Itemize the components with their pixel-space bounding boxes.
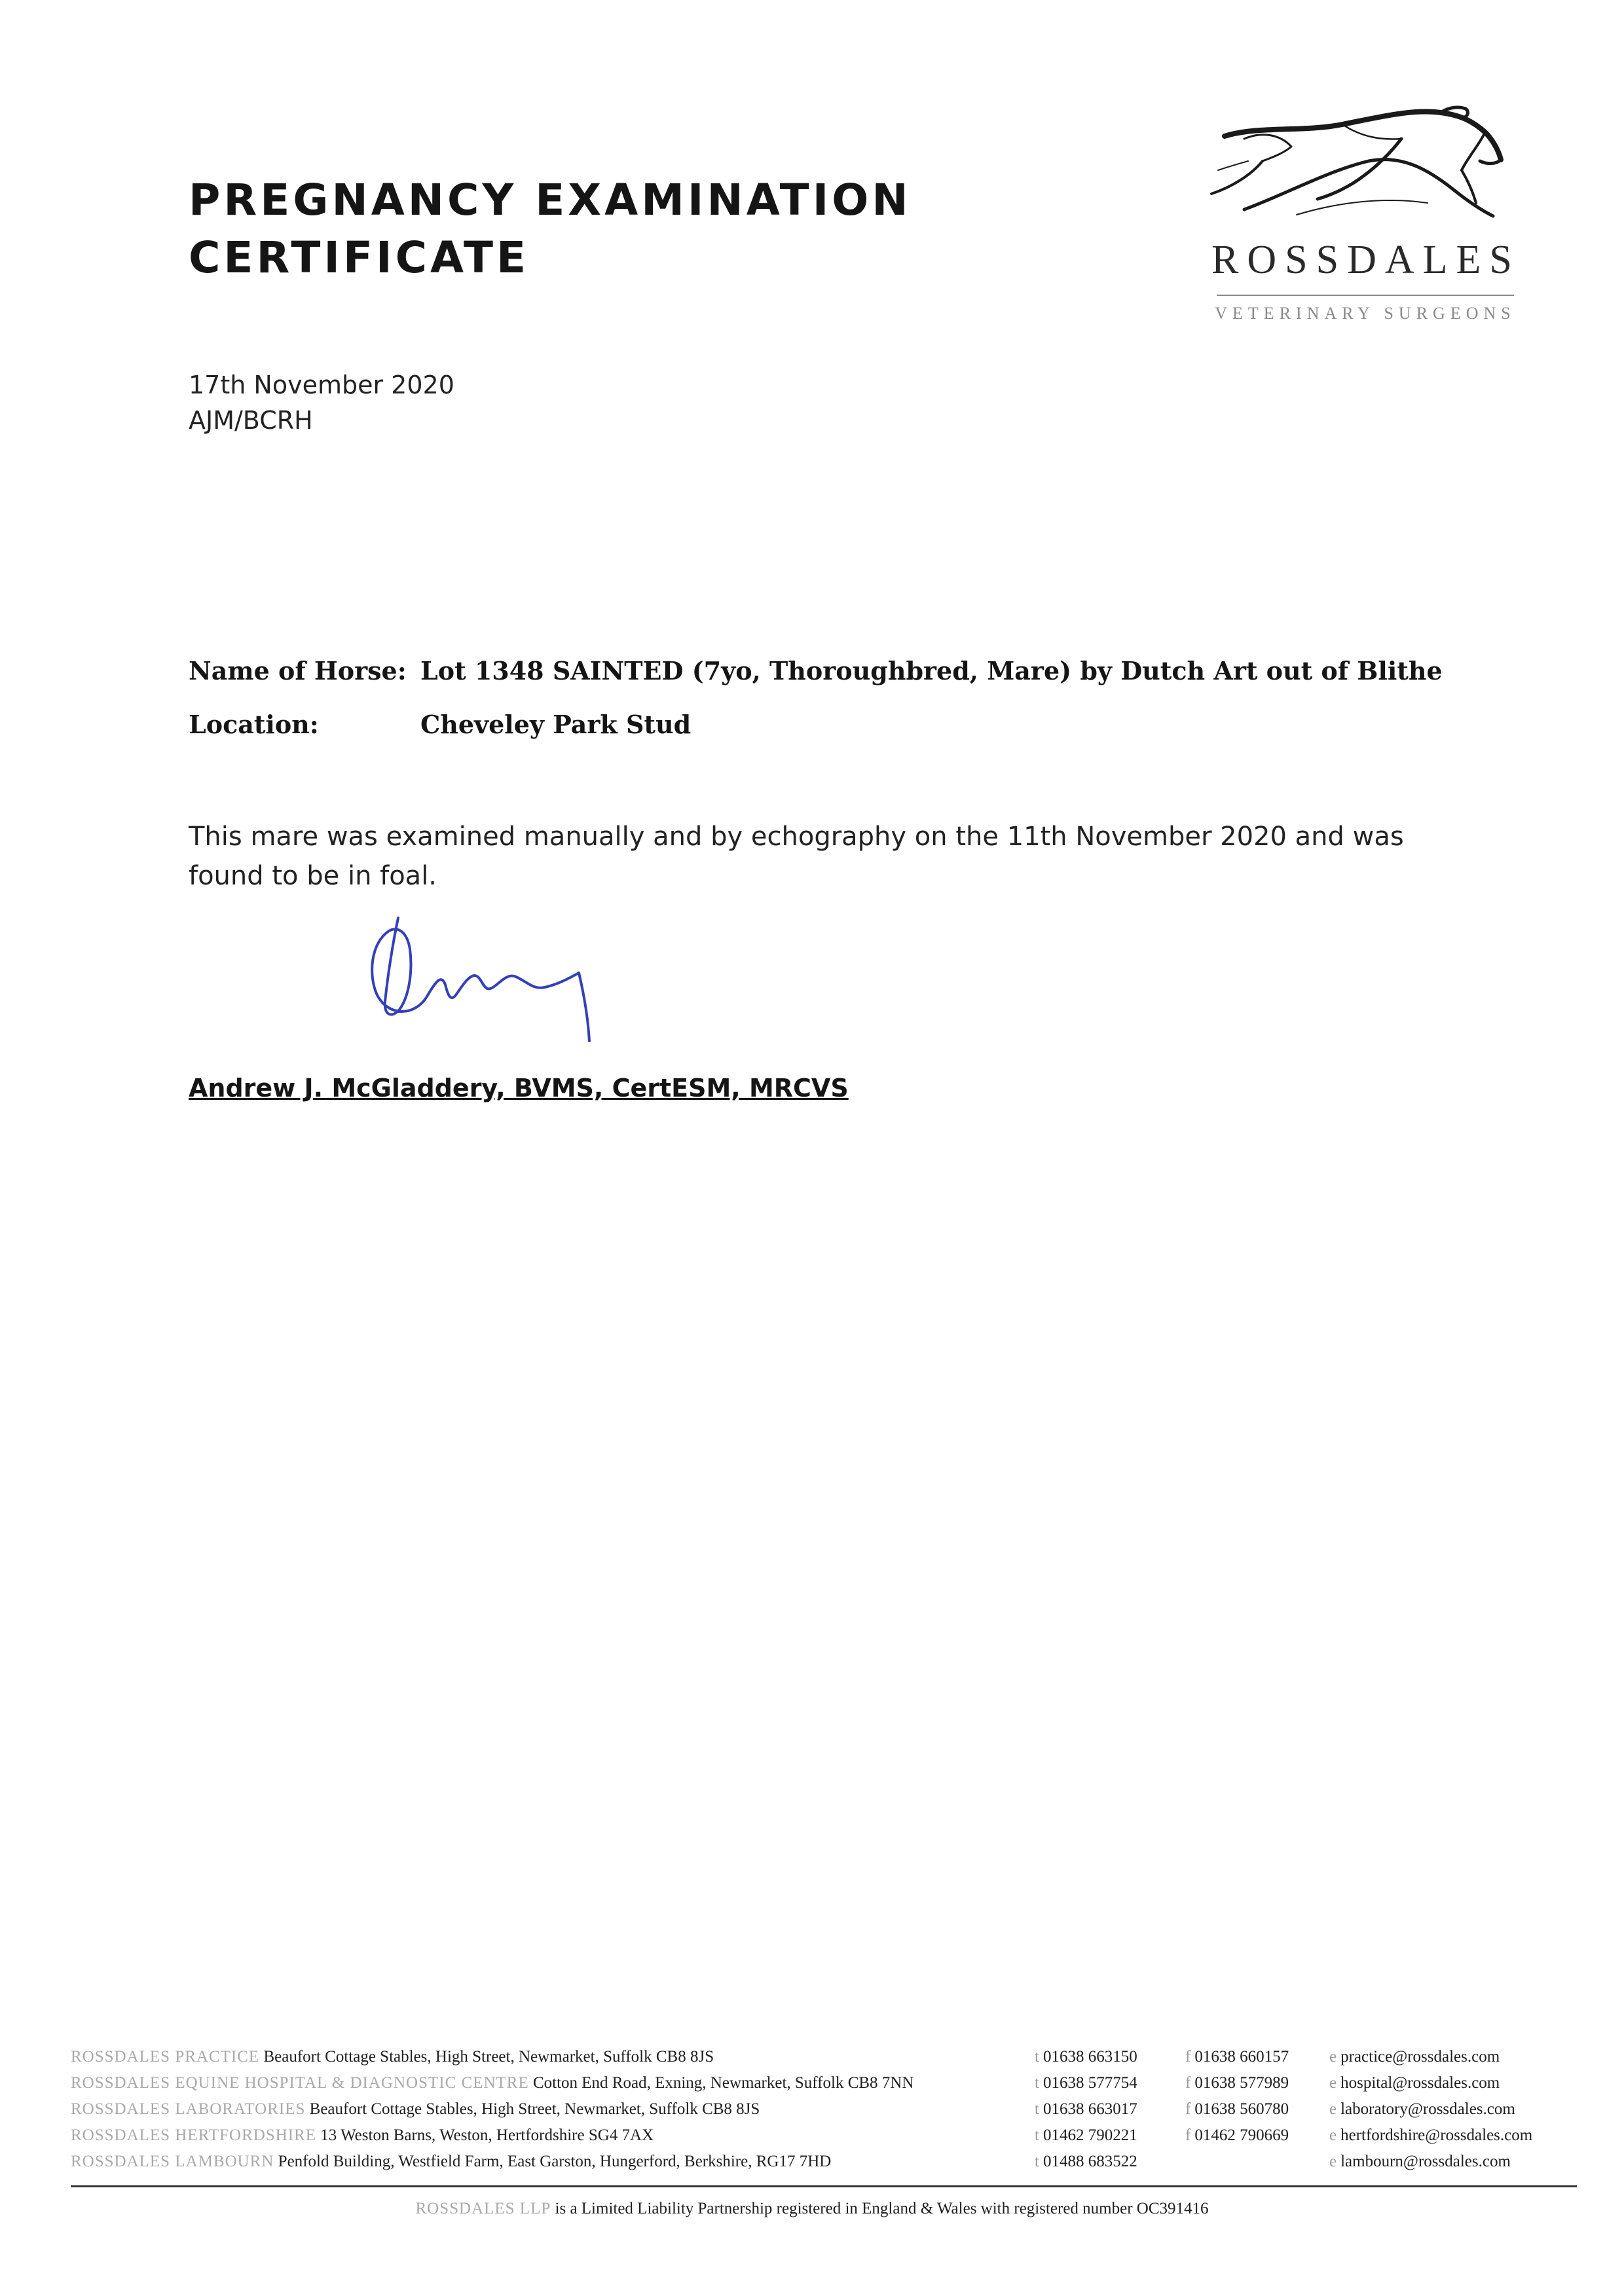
footer-address: Cotton End Road, Exning, Newmarket, Suffolk CB8 7NN <box>532 2074 914 2092</box>
footer-row <box>0 2074 1624 2100</box>
tel-prefix: t <box>1035 2048 1039 2066</box>
rossdales-logo <box>1205 98 1519 334</box>
footer-row <box>0 2126 1624 2153</box>
email-prefix: e <box>1329 2100 1337 2118</box>
legal-entity-name: ROSSDALES LLP <box>415 2200 551 2217</box>
logo-subtitle: VETERINARY SURGEONS <box>1215 304 1516 323</box>
footer-division: ROSSDALES HERTFORDSHIRE <box>71 2126 317 2144</box>
handwritten-signature <box>359 903 647 1057</box>
footer-fax: 01638 560780 <box>1194 2100 1289 2118</box>
email-prefix: e <box>1329 2126 1337 2144</box>
footer-division: ROSSDALES LAMBOURN <box>71 2153 274 2170</box>
footer-fax: 01462 790669 <box>1194 2126 1289 2144</box>
footer-row <box>0 2153 1624 2179</box>
location-value: Cheveley Park Stud <box>420 710 692 739</box>
footer-email: hertfordshire@rossdales.com <box>1340 2126 1533 2144</box>
signatory-name: Andrew J. McGladdery, BVMS, CertESM, MRCVS <box>189 1074 849 1102</box>
footer-row <box>0 2100 1624 2126</box>
document-date: 17th November 2020 <box>189 371 454 399</box>
title-line-2: CERTIFICATE <box>189 232 530 283</box>
fax-prefix: f <box>1185 2048 1191 2066</box>
tel-prefix: t <box>1035 2153 1039 2170</box>
horse-name-value: Lot 1348 SAINTED (7yo, Thoroughbred, Mare) by Dutch Art out of Blithe <box>420 656 1443 685</box>
footer-address: Beaufort Cottage Stables, High Street, Newmarket, Suffolk CB8 8JS <box>309 2100 760 2118</box>
footer-tel: 01462 790221 <box>1043 2126 1137 2144</box>
fax-prefix: f <box>1185 2100 1191 2118</box>
tel-prefix: t <box>1035 2126 1039 2144</box>
footer-divider <box>71 2185 1577 2187</box>
tel-prefix: t <box>1035 2074 1039 2092</box>
logo-wordmark: ROSSDALES <box>1211 238 1521 282</box>
tel-prefix: t <box>1035 2100 1039 2118</box>
footer-fax: 01638 660157 <box>1194 2048 1289 2066</box>
email-prefix: e <box>1329 2074 1337 2092</box>
footer-email: hospital@rossdales.com <box>1340 2074 1500 2092</box>
footer-legal-notice <box>0 2200 1624 2218</box>
footer-tel: 01638 663150 <box>1043 2048 1137 2066</box>
title-line-1: PREGNANCY EXAMINATION <box>189 175 912 225</box>
footer-address: Penfold Building, Westfield Farm, East Garston, Hungerford, Berkshire, RG17 7HD <box>278 2153 832 2170</box>
document-reference: AJM/BCRH <box>189 406 313 435</box>
footer-fax: 01638 577989 <box>1194 2074 1289 2092</box>
footer-division: ROSSDALES EQUINE HOSPITAL & DIAGNOSTIC CENTRE <box>71 2074 529 2092</box>
legal-text: is a Limited Liability Partnership registered in England & Wales with registered number OC391416 <box>555 2200 1209 2217</box>
logo-divider <box>1217 295 1514 296</box>
footer-email: practice@rossdales.com <box>1340 2048 1500 2066</box>
document-title <box>189 172 912 287</box>
footer-division: ROSSDALES PRACTICE <box>71 2048 260 2066</box>
footer-division: ROSSDALES LABORATORIES <box>71 2100 306 2118</box>
footer-address: Beaufort Cottage Stables, High Street, Newmarket, Suffolk CB8 8JS <box>263 2048 714 2066</box>
footer-row <box>0 2048 1624 2074</box>
footer-address: 13 Weston Barns, Weston, Hertfordshire SG4 7AX <box>320 2126 654 2144</box>
email-prefix: e <box>1329 2153 1337 2170</box>
footer-tel: 01638 577754 <box>1043 2074 1137 2092</box>
horse-name-label: Name of Horse: <box>189 656 407 685</box>
fax-prefix: f <box>1185 2074 1191 2092</box>
footer-tel: 01488 683522 <box>1043 2153 1137 2170</box>
email-prefix: e <box>1329 2048 1337 2066</box>
footer-tel: 01638 663017 <box>1043 2100 1137 2118</box>
footer-email: laboratory@rossdales.com <box>1340 2100 1515 2118</box>
examination-statement: This mare was examined manually and by echography on the 11th November 2020 and was found to be in foal. <box>189 822 1404 891</box>
galloping-horse-icon <box>1205 98 1519 236</box>
footer-email: lambourn@rossdales.com <box>1340 2153 1511 2170</box>
fax-prefix: f <box>1185 2126 1191 2144</box>
location-label: Location: <box>189 710 319 739</box>
